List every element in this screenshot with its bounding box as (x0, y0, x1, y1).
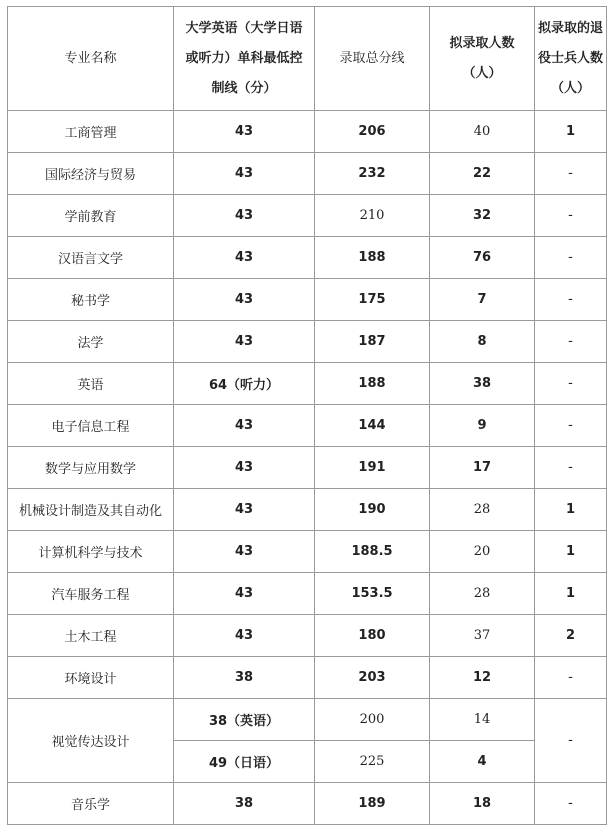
admit-cell: 38 (430, 363, 535, 405)
table-row (8, 783, 607, 825)
major-cell: 国际经济与贸易 (8, 153, 174, 195)
veterans-cell: - (535, 279, 607, 321)
major-cell: 工商管理 (8, 111, 174, 153)
total-cell: 153.5 (315, 573, 430, 615)
header-english-line-3: 制线（分） (211, 80, 277, 96)
total-cell: 189 (315, 783, 430, 825)
table-row (8, 111, 607, 153)
veterans-cell: - (535, 153, 607, 195)
table-row (8, 531, 607, 573)
english-cell: 43 (174, 531, 315, 573)
header-veterans-line-1: 拟录取的退 (537, 20, 603, 36)
total-cell: 188.5 (315, 531, 430, 573)
table-row (8, 237, 607, 279)
veterans-cell: - (535, 321, 607, 363)
admit-cell: 22 (430, 153, 535, 195)
total-cell: 188 (315, 237, 430, 279)
admit-cell: 8 (430, 321, 535, 363)
english-cell: 38（英语） (174, 699, 315, 741)
major-cell: 学前教育 (8, 195, 174, 237)
header-admit-line-1: 拟录取人数 (449, 35, 515, 51)
header-total-line (315, 7, 430, 111)
admit-cell: 37 (430, 615, 535, 657)
major-cell-visual: 视觉传达设计 (8, 699, 174, 783)
header-veterans-line-3: （人） (550, 80, 590, 96)
veterans-cell: 1 (535, 531, 607, 573)
admit-cell: 14 (430, 699, 535, 741)
major-cell: 机械设计制造及其自动化 (8, 489, 174, 531)
english-cell: 38 (174, 657, 315, 699)
english-cell: 43 (174, 195, 315, 237)
veterans-cell: - (535, 363, 607, 405)
table-row (8, 153, 607, 195)
header-total-text: 录取总分线 (339, 50, 405, 66)
admit-cell: 32 (430, 195, 535, 237)
admit-cell: 28 (430, 573, 535, 615)
header-admit-count (430, 7, 535, 111)
header-english-line (174, 7, 315, 111)
total-cell: 210 (315, 195, 430, 237)
admission-table (7, 6, 607, 825)
veterans-cell: 1 (535, 489, 607, 531)
total-cell: 180 (315, 615, 430, 657)
total-cell: 206 (315, 111, 430, 153)
major-cell: 音乐学 (8, 783, 174, 825)
major-cell: 法学 (8, 321, 174, 363)
english-cell: 43 (174, 447, 315, 489)
admit-cell: 9 (430, 405, 535, 447)
total-cell: 188 (315, 363, 430, 405)
veterans-cell: - (535, 783, 607, 825)
major-cell: 环境设计 (8, 657, 174, 699)
english-cell: 64（听力） (174, 363, 315, 405)
table-row (8, 321, 607, 363)
admit-cell: 12 (430, 657, 535, 699)
header-admit-line-2: （人） (462, 65, 502, 81)
english-cell: 38 (174, 783, 315, 825)
veterans-cell: - (535, 447, 607, 489)
major-cell: 汽车服务工程 (8, 573, 174, 615)
total-cell: 191 (315, 447, 430, 489)
english-cell: 43 (174, 489, 315, 531)
admit-cell: 17 (430, 447, 535, 489)
table-row (8, 573, 607, 615)
veterans-cell: - (535, 657, 607, 699)
header-veterans-line-2: 役士兵人数 (537, 50, 603, 66)
table-row (8, 489, 607, 531)
english-cell: 43 (174, 111, 315, 153)
table-row (8, 447, 607, 489)
total-cell: 225 (315, 741, 430, 783)
table-row (8, 195, 607, 237)
total-cell: 203 (315, 657, 430, 699)
admit-cell: 40 (430, 111, 535, 153)
english-cell: 43 (174, 153, 315, 195)
total-cell: 187 (315, 321, 430, 363)
table-row (8, 405, 607, 447)
veterans-cell: 2 (535, 615, 607, 657)
veterans-cell: 1 (535, 111, 607, 153)
major-cell: 汉语言文学 (8, 237, 174, 279)
english-cell: 43 (174, 237, 315, 279)
major-cell: 英语 (8, 363, 174, 405)
english-cell: 43 (174, 321, 315, 363)
total-cell: 144 (315, 405, 430, 447)
total-cell: 175 (315, 279, 430, 321)
table-row (8, 615, 607, 657)
english-cell: 43 (174, 405, 315, 447)
english-cell: 43 (174, 573, 315, 615)
english-cell: 43 (174, 615, 315, 657)
total-cell: 190 (315, 489, 430, 531)
major-cell: 电子信息工程 (8, 405, 174, 447)
major-cell: 数学与应用数学 (8, 447, 174, 489)
major-cell: 土木工程 (8, 615, 174, 657)
header-veterans (535, 7, 607, 111)
header-major (8, 7, 174, 111)
admit-cell: 7 (430, 279, 535, 321)
admit-cell: 20 (430, 531, 535, 573)
table-row (8, 363, 607, 405)
total-cell: 232 (315, 153, 430, 195)
admit-cell: 4 (430, 741, 535, 783)
admit-cell: 28 (430, 489, 535, 531)
veterans-cell-visual: - (535, 699, 607, 783)
veterans-cell: - (535, 237, 607, 279)
veterans-cell: 1 (535, 573, 607, 615)
table-row-visual-a (8, 699, 607, 741)
major-cell: 秘书学 (8, 279, 174, 321)
admit-cell: 76 (430, 237, 535, 279)
major-cell: 计算机科学与技术 (8, 531, 174, 573)
table-row (8, 279, 607, 321)
veterans-cell: - (535, 405, 607, 447)
header-major-text: 专业名称 (64, 50, 117, 66)
table-row (8, 657, 607, 699)
header-row (8, 7, 607, 111)
english-cell: 43 (174, 279, 315, 321)
total-cell: 200 (315, 699, 430, 741)
header-english-line-2: 或听力）单科最低控 (185, 50, 303, 66)
veterans-cell: - (535, 195, 607, 237)
header-english-line-1: 大学英语（大学日语 (185, 20, 303, 36)
english-cell: 49（日语） (174, 741, 315, 783)
admit-cell: 18 (430, 783, 535, 825)
